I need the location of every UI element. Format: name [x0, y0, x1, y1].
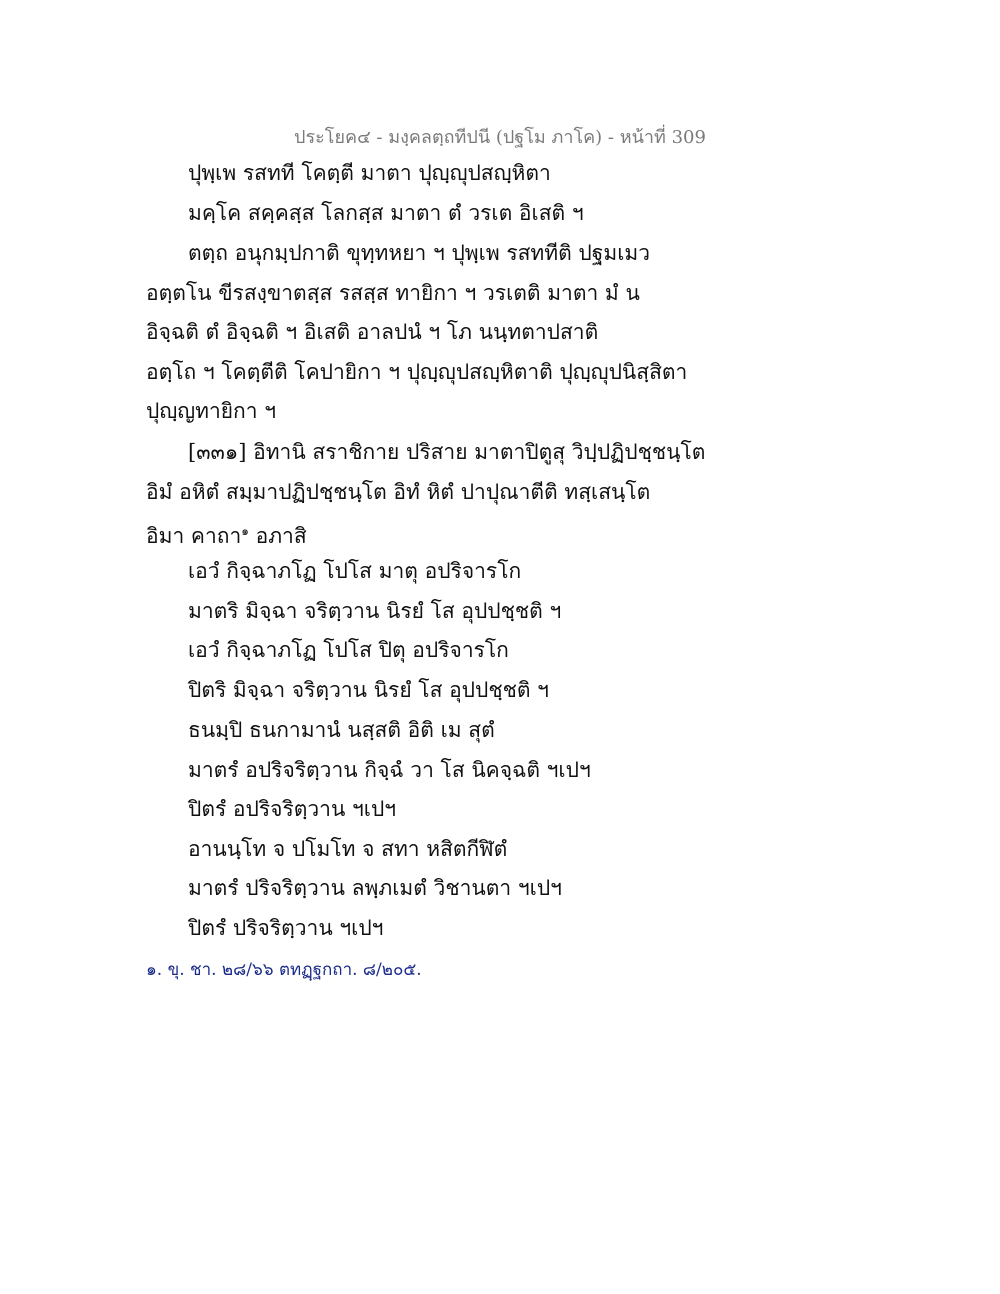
paragraph-line: อตฺตโน ขีรสงฺขาตสฺส รสสฺส ทายิกา ฯ วรเตติ มาตา มํ น: [146, 281, 640, 305]
verse-line: ธนมฺปิ ธนกามานํ นสฺสติ อิติ เม สุตํ: [188, 718, 495, 742]
footnote-marker: ๑: [241, 524, 249, 538]
paragraph-line: อิจฺฉติ ตํ อิจฺฉติ ฯ อิเสติ อาลปนํ ฯ โภ นนฺทตาปสาติ: [146, 320, 599, 344]
verse-line: ปิตรํ อปริจริตฺวาน ฯเปฯ: [188, 797, 397, 821]
line-text: อิมา คาถา: [146, 524, 242, 548]
verse-line: ปิตรํ ปริจริตฺวาน ฯเปฯ: [188, 916, 384, 940]
line-text-tail: อภาสิ: [248, 524, 307, 548]
footnote: ๑. ขุ. ชา. ๒๘/๖๖ ตทฏฺฐกถา. ๘/๒๐๕.: [146, 960, 422, 980]
page-header: ประโยค๔ - มงฺคลตฺถทีปนี (ปฐโม ภาโค) - หน้าที่ 309: [294, 127, 706, 148]
verse-line: ปิตริ มิจฺฉา จริตฺวาน นิรยํ โส อุปปชฺชติ ฯ: [188, 678, 549, 702]
verse-line: อานนฺโท จ ปโมโท จ สทา หสิตกีฬิตํ: [188, 837, 508, 861]
verse-line: มาตริ มิจฺฉา จริตฺวาน นิรยํ โส อุปปชฺชติ ฯ: [188, 599, 562, 623]
verse-line: เอวํ กิจฺฉาภโฏ โปโส ปิตุ อปริจารโก: [188, 638, 509, 662]
paragraph-line: [146, 516, 307, 551]
verse-line: ปุพฺเพ รสทที โคตฺตี มาตา ปุญฺญุปสญฺหิตา: [188, 161, 551, 185]
verse-line: มาตรํ อปริจริตฺวาน กิจฺฉํ วา โส นิคจฺฉติ ฯเปฯ: [188, 758, 591, 782]
paragraph-line: ตตฺถ อนุกมฺปกาติ ขุทฺทหยา ฯ ปุพฺเพ รสททีติ ปฐมเมว: [188, 241, 650, 265]
paragraph-line: อิมํ อหิตํ สมฺมาปฏิปชฺชนฺโต อิทํ หิตํ ปาปุณาตีติ ทสฺเสนฺโต: [146, 480, 651, 504]
paragraph-line: [๓๓๑] อิทานิ สราชิกาย ปริสาย มาตาปิตูสุ วิปฺปฏิปชฺชนฺโต: [188, 440, 706, 464]
verse-line: เอวํ กิจฺฉาภโฏ โปโส มาตุ อปริจารโก: [188, 559, 522, 583]
paragraph-line: อตฺโถ ฯ โคตฺตีติ โคปายิกา ฯ ปุญฺญุปสญฺหิตาติ ปุญฺญุปนิสฺสิตา: [146, 360, 688, 384]
paragraph-line: ปุญฺญทายิกา ฯ: [146, 399, 277, 423]
verse-line: มคฺโค สคฺคสฺส โลกสฺส มาตา ตํ วรเต อิเสติ ฯ: [188, 201, 584, 225]
verse-line: มาตรํ ปริจริตฺวาน ลพฺภเมตํ วิชานตา ฯเปฯ: [188, 876, 562, 900]
